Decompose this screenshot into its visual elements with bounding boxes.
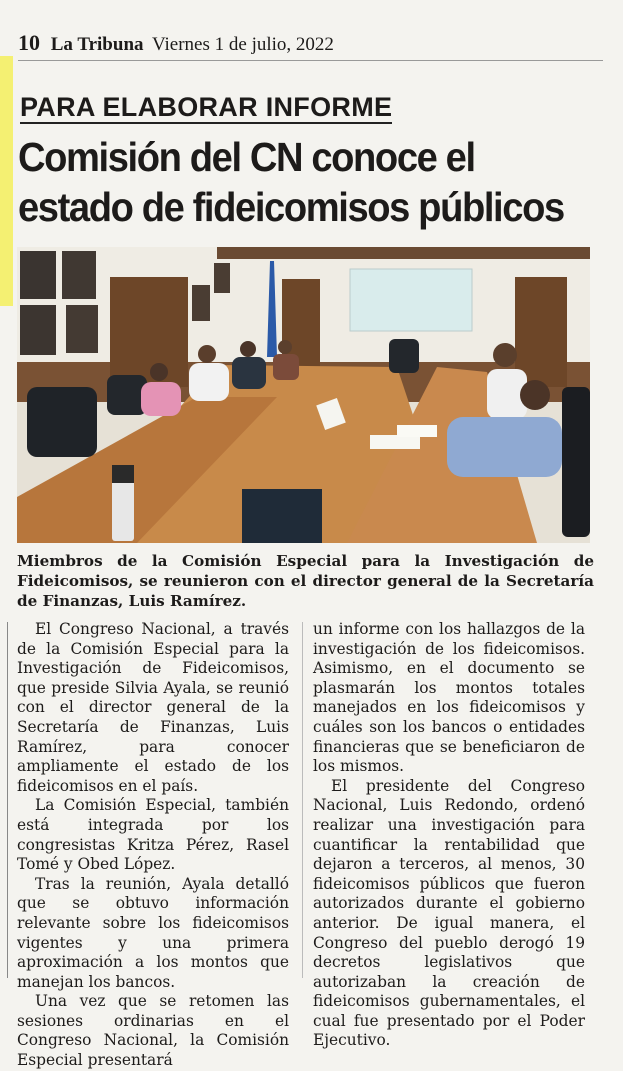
- portrait-frame: [214, 263, 230, 293]
- bottle-cap: [112, 465, 134, 483]
- person-head: [240, 341, 256, 357]
- headline: [18, 132, 567, 232]
- door: [515, 277, 567, 387]
- person-head: [150, 363, 168, 381]
- news-photo: [17, 247, 590, 543]
- headline-line-1: Comisión del CN conoce el: [18, 134, 475, 180]
- issue-date: Viernes 1 de julio, 2022: [151, 34, 334, 55]
- papers: [397, 425, 437, 437]
- highlighter-mark: [0, 56, 13, 306]
- person-seated: [273, 354, 299, 380]
- door: [110, 277, 188, 387]
- person-dark-suit: [232, 357, 266, 389]
- paragraph: La Comisión Especial, también está integrada por los congresistas Kritza Pérez, Rasel Tomé y Obed López.: [17, 796, 289, 874]
- kicker: PARA ELABORAR INFORME: [20, 92, 393, 122]
- papers: [370, 435, 420, 449]
- portrait-frame: [192, 285, 210, 321]
- column-divider: [302, 622, 303, 978]
- portrait-frame: [20, 251, 56, 299]
- ceiling-beam: [217, 247, 590, 259]
- chair: [389, 339, 419, 373]
- photo-caption: Miembros de la Comisión Especial para la Investigación de Fideicomisos, se reunieron con el director general de la Secretaría de Finanzas, Luis Ramírez.: [17, 552, 594, 610]
- meeting-room-illustration: [17, 247, 590, 543]
- paragraph: El Congreso Nacional, a través de la Comisión Especial para la Investigación de Fideicomisos, que preside Silvia Ayala, se reunió con el director general de la Secretaría de Finanzas, Luis Ramírez, para conocer ampliamente el estado de los fideicomisos en el país.: [17, 620, 289, 795]
- laptop: [242, 489, 322, 543]
- paragraph: Una vez que se retomen las sesiones ordinarias en el Congreso Nacional, la Comisión Especial presentará: [17, 992, 289, 1070]
- person-head: [198, 345, 216, 363]
- left-margin-rule: [7, 622, 8, 978]
- portrait-frame: [20, 305, 56, 355]
- chair: [562, 387, 590, 537]
- portrait-frame: [62, 251, 96, 299]
- article-column-1: [17, 620, 289, 1071]
- person-head: [278, 340, 292, 354]
- portrait-frame: [66, 305, 98, 353]
- person-head: [493, 343, 517, 367]
- chair: [27, 387, 97, 457]
- folio-line: [18, 30, 334, 56]
- person-head: [520, 380, 550, 410]
- header-rule: [18, 60, 603, 61]
- paragraph: Tras la reunión, Ayala detalló que se obtuvo información relevante sobre los fideicomisos vigentes y una primera aproximación a los montos que manejan los bancos.: [17, 874, 289, 991]
- person-pink-shirt: [141, 382, 181, 416]
- paragraph: un informe con los hallazgos de la investigación de los fideicomisos. Asimismo, en el documento se plasmarán los montos totales manejados en los fideicomisos y cuáles son los bancos o entidades financieras que se beneficiaron de los mismos.: [313, 620, 585, 776]
- headline-line-2: estado de fideicomisos públicos: [18, 184, 564, 230]
- paragraph: El presidente del Congreso Nacional, Luis Redondo, ordenó realizar una investigación para cuantificar la rentabilidad que dejaron a terceros, al menos, 30 fideicomisos públicos que fueron autorizados durante el gobierno anterior. De igual manera, el Congreso del pueblo derogó 19 decretos legislativos que autorizaban la creación de fideicomisos gubernamentales, el cual fue presentado por el Poder Ejecutivo.: [313, 776, 585, 1050]
- publication-name: La Tribuna: [50, 34, 144, 55]
- person-white-shirt: [189, 363, 229, 401]
- projection-screen: [350, 269, 472, 331]
- article-column-2: [313, 620, 585, 1051]
- person-blue-shirt: [447, 417, 562, 477]
- page-number: 10: [18, 30, 40, 55]
